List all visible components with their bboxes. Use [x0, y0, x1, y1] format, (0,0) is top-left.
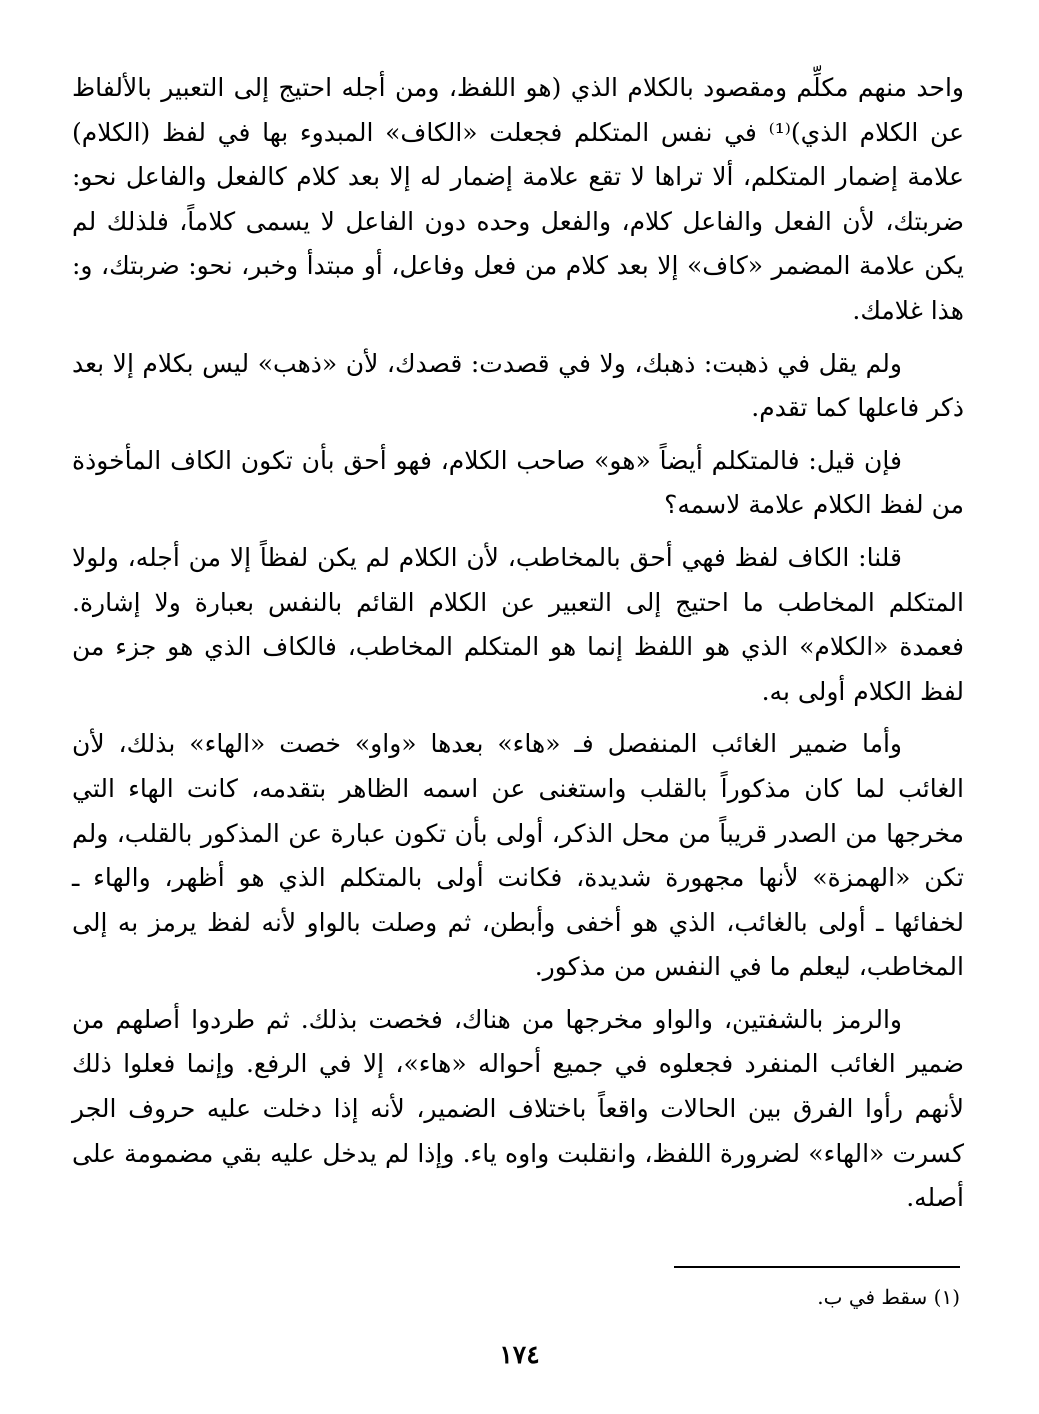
paragraph-4: قلنا: الكاف لفظ فهي أحق بالمخاطب، لأن الكلام لم يكن لفظاً إلا من أجله، ولولا المتكلم المخاطب ما احتيج إلى التعبير عن الكلام القائم بالنفس بعبارة ولا إشارة. فعمدة «الكلام» الذي هو اللفظ إنما هو المتكلم المخاطب، فالكاف الذي هو جزء من لفظ الكلام أولى به. [72, 542, 964, 706]
paragraph-2: ولم يقل في ذهبت: ذهبك، ولا في قصدت: قصدك، لأن «ذهب» ليس بكلام إلا بعد ذكر فاعلها كما تقدم. [72, 348, 964, 423]
page-number: ١٧٤ [499, 1340, 540, 1369]
page-body [72, 66, 964, 1229]
paragraph-6: والرمز بالشفتين، والواو مخرجها من هناك، فخصت بذلك. ثم طردوا أصلهم من ضمير الغائب المنفرد فجعلوه في جميع أحواله «هاء»، إلا في الرفع. وإنما فعلوا ذلك لأنهم رأوا الفرق بين الحالات واقعاً باختلاف الضمير، لأنه إذا دخلت عليه حروف الجر كسرت «الهاء» لضرورة اللفظ، وانقلبت واوه ياء. وإذا لم يدخل عليه بقي مضمومة على أصله. [72, 1004, 964, 1213]
paragraph-1: واحد منهم مكلِّم ومقصود بالكلام الذي (هو اللفظ، ومن أجله احتيج إلى التعبير بالألفاظ عن الكلام الذي)⁽¹⁾ في نفس المتكلم فجعلت «الكاف» المبدوء بها في لفظ (الكلام) علامة إضمار المتكلم، ألا تراها لا تقع علامة إضمار له إلا بعد كلام كالفعل والفاعل نحو: ضربتك، لأن الفعل والفاعل كلام، والفعل وحده دون الفاعل لا يسمى كلاماً، فلذلك لم يكن علامة المضمر «كاف» إلا بعد كلام من فعل وفاعل، أو مبتدأ وخبر، نحو: ضربتك، و: هذا غلامك. [72, 73, 964, 325]
paragraph-5: وأما ضمير الغائب المنفصل فـ «هاء» بعدها «واو» خصت «الهاء» بذلك، لأن الغائب لما كان مذكوراً بالقلب واستغنى عن اسمه الظاهر بتقدمه، كانت الهاء التي مخرجها من الصدر قريباً من محل الذكر، أولى بأن تكون عبارة عن المذكور بالقلب، ولم تكن «الهمزة» لأنها مجهورة شديدة، فكانت أولى بالمتكلم الذي هو أظهر، والهاء ـ لخفائها ـ أولى بالغائب، الذي هو أخفى وأبطن، ثم وصلت بالواو لأنه لفظ يرمز به إلى المخاطب، ليعلم ما في النفس من مذكور. [72, 729, 964, 982]
footnote: (١) سقط في ب. [817, 1285, 960, 1309]
footnote-divider [674, 1266, 960, 1268]
paragraph-3: فإن قيل: فالمتكلم أيضاً «هو» صاحب الكلام، فهو أحق بأن تكون الكاف المأخوذة من لفظ الكلام علامة لاسمه؟ [72, 445, 964, 520]
